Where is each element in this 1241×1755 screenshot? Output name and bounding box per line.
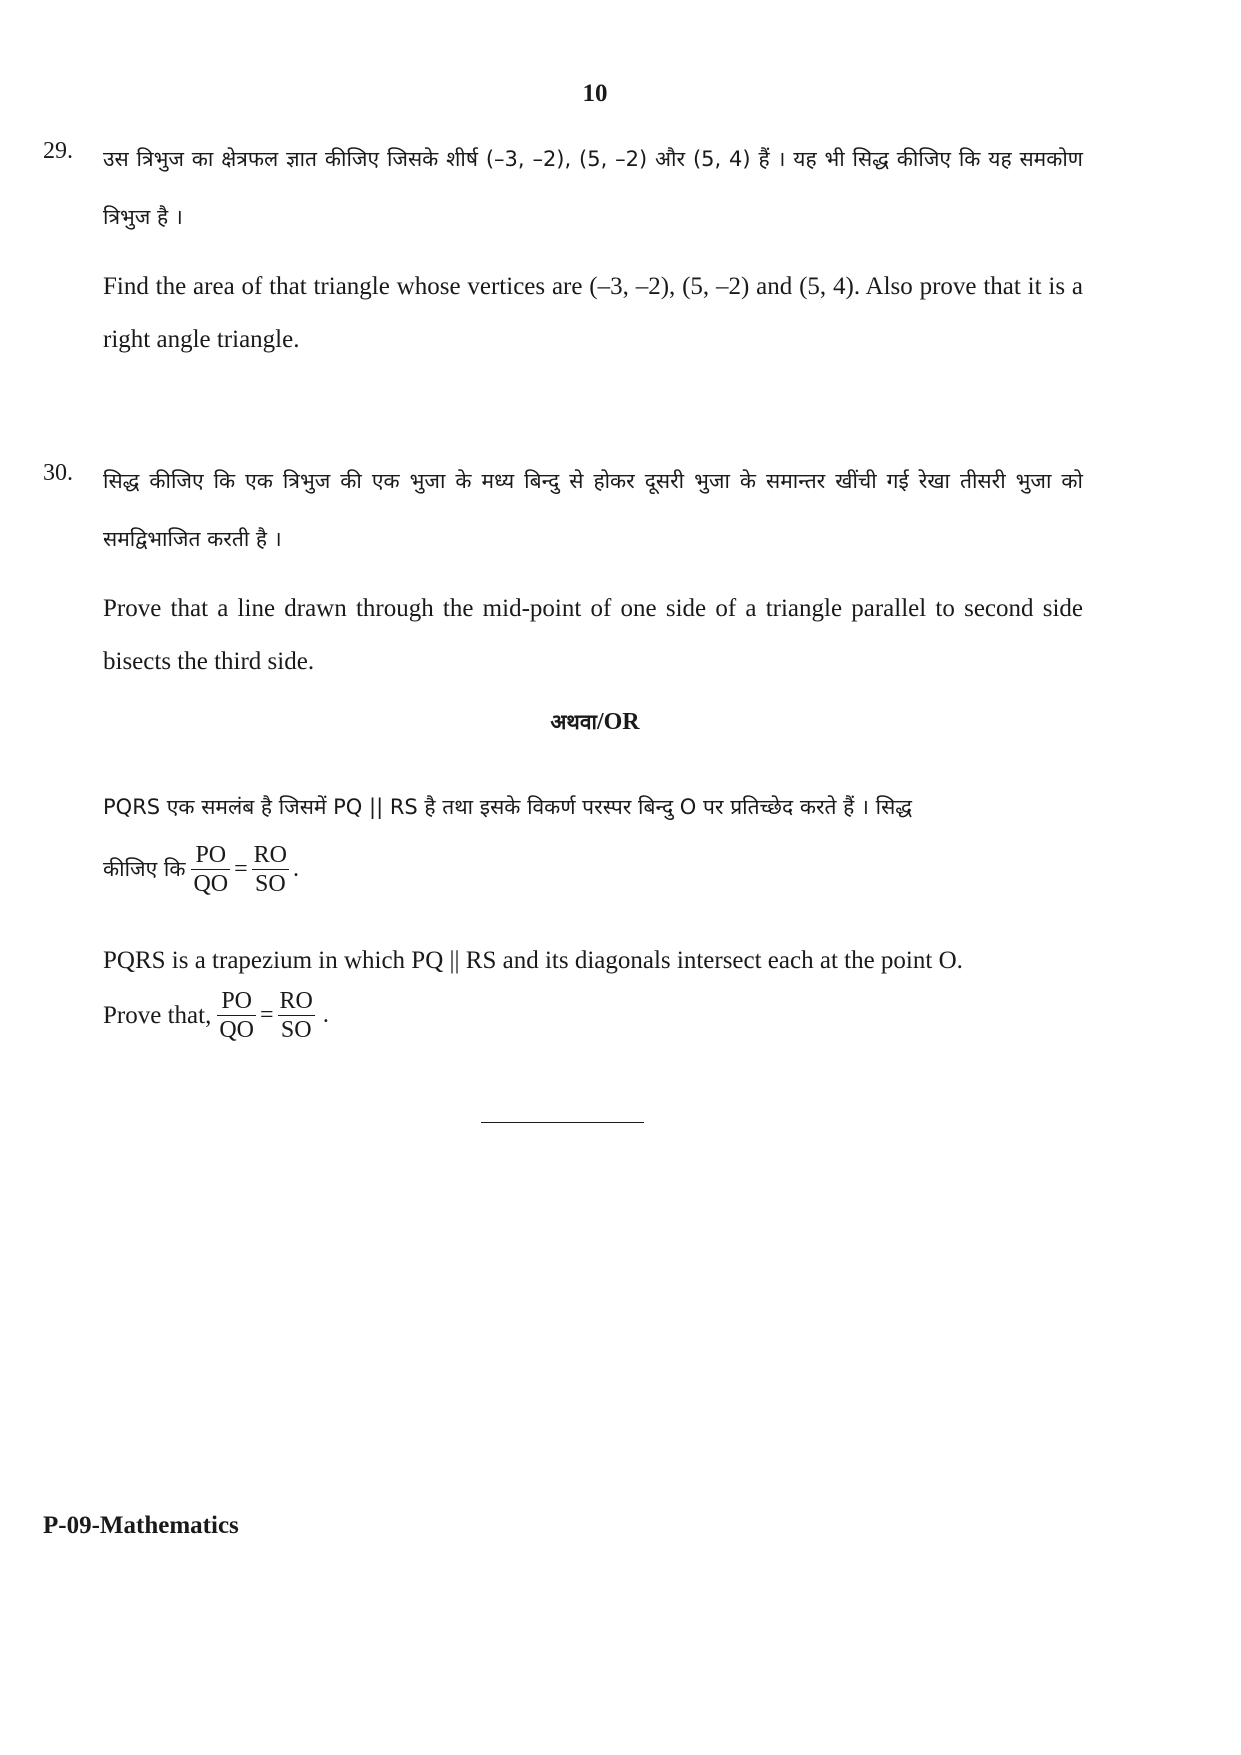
or-label-hindi: अथवा [550,710,597,734]
equals-sign: = [260,1002,274,1028]
alternative-prefix-english: Prove that, [103,1002,212,1029]
fraction-denominator: SO [280,1017,312,1043]
or-label-english: OR [603,709,640,735]
alternative-proof-line-english [103,987,1083,1044]
alternative-statement-english: PQRS is a trapezium in which PQ || RS and its diagonals intersect each at the point O. [103,947,963,974]
fraction-denominator: SO [255,870,286,897]
fraction-ro-so [252,841,289,898]
page-number: 10 [582,80,608,107]
fraction-numerator: PO [191,841,230,870]
question-30 [43,452,1083,688]
or-heading [0,708,1190,736]
alternative-question-hindi [103,778,1083,898]
question-text-hindi: उस त्रिभुज का क्षेत्रफल ज्ञात कीजिए जिसके शीर्ष (–3, –2), (5, –2) और (5, 4) हैं । यह भी सिद्ध कीजिए कि यह समकोण त्रिभुज है । [103,147,1083,229]
or-label-separator: / [596,709,604,735]
fraction-ro-so [278,987,315,1044]
fraction-denominator: QO [219,1017,254,1043]
alternative-statement-hindi: PQRS एक समलंब है जिसमें PQ || RS है तथा इसके विकर्ण परस्पर बिन्दु O पर प्रतिच्छेद करते हैं । सिद्ध [103,795,913,819]
question-number: 30. [43,460,73,486]
end-period: . [322,1002,329,1028]
equals-sign: = [234,855,248,882]
question-29 [43,130,1083,366]
end-of-paper-rule [481,1122,644,1123]
fraction-po-qo [217,987,256,1044]
paper-code-footer: P-09-Mathematics [43,1512,239,1539]
alternative-question-english [103,934,1083,1044]
question-text-english: Find the area of that triangle whose vertices are (–3, –2), (5, –2) and (5, 4). Also prove that it is a right angle triangle. [103,273,1083,353]
fraction-denominator: QO [193,870,229,897]
fraction-numerator: PO [217,987,256,1016]
fraction-numerator: RO [253,841,288,868]
alternative-proof-line-hindi [103,840,1083,898]
fraction-numerator: RO [279,988,313,1014]
question-text-hindi: सिद्ध कीजिए कि एक त्रिभुज की एक भुजा के मध्य बिन्दु से होकर दूसरी भुजा के समान्तर खींची गई रेखा तीसरी भुजा को समद्विभाजित करती है । [103,469,1083,551]
alternative-prefix-hindi: कीजिए कि [103,857,186,881]
end-period: . [293,855,300,882]
question-text-english: Prove that a line drawn through the mid-point of one side of a triangle parallel to second side bisects the third side. [103,595,1083,675]
fraction-po-qo [191,841,230,898]
question-number: 29. [43,138,73,164]
